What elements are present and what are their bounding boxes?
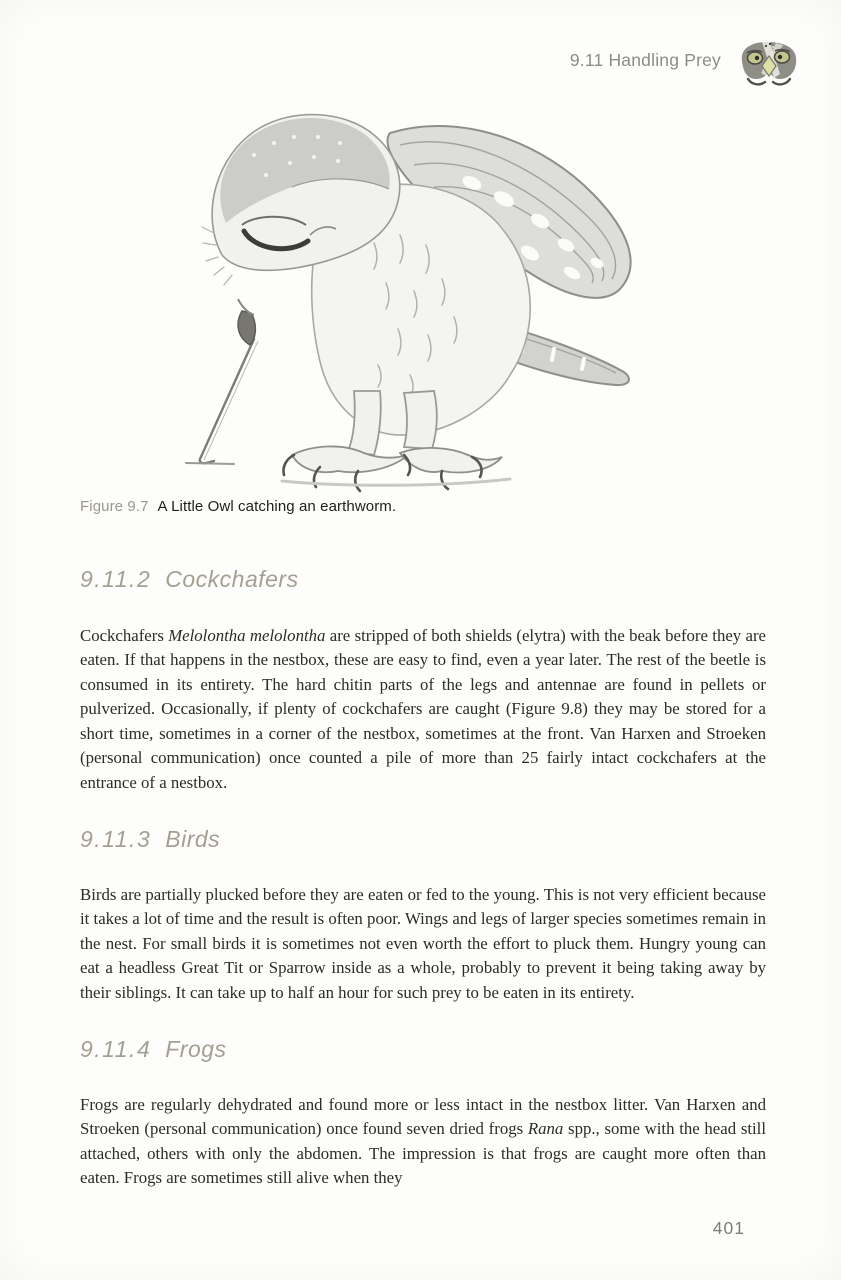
section-number: 9.11.3: [80, 826, 152, 852]
section-title: Frogs: [165, 1036, 227, 1062]
running-header: [570, 38, 802, 88]
figure-label: Figure 9.7: [80, 498, 149, 515]
section-title: Birds: [165, 826, 221, 852]
section-heading-frogs: [80, 1036, 680, 1063]
figure-caption: [80, 498, 700, 515]
text-run: are stripped of both shields (elytra) with the beak before they are eaten. If that happens in the nestbox, these are easy to find, even a year later. The rest of the beetle is consumed in its entirety. The hard chitin parts of the legs and antennae are found in pellets or pulverized. Occasionally, if plenty of cockchafers are caught (Figure 9.8) they may be stored for a short time, sometimes in a corner of the nestbox, sometimes at the front. Van Harxen and Stroeken (personal communication) once counted a pile of more than 25 fairly intact cockchafers at the entrance of a nestbox.: [80, 625, 766, 792]
species-name: Melolontha melolontha: [168, 625, 326, 645]
text-run: Birds are partially plucked before they are eaten or fed to the young. This is not very efficient because it takes a lot of time and the result is often poor. Wings and legs of larger species sometimes remain in the nest. For small birds it is sometimes not even worth the effort to pluck them. Hungry young can eat a headless Great Tit or Sparrow inside as a whole, probably to prevent it being taking away by their siblings. It can take up to half an hour for such prey to be eaten in its entirety.: [80, 884, 766, 1002]
section-number: 9.11.4: [80, 1036, 152, 1062]
page-number: 401: [712, 1218, 745, 1238]
paragraph-cockchafers: [80, 624, 766, 796]
species-name: Rana: [527, 1119, 564, 1139]
figure-caption-text: A Little Owl catching an earthworm.: [157, 498, 397, 515]
section-number: 9.11.2: [80, 566, 152, 592]
text-run: Frogs are regularly dehydrated and found more or less intact in the nestbox litter. Van Harxen and Stroeken (personal communication) once found seven dried frogs: [80, 1094, 766, 1139]
section-heading-cockchafers: [80, 566, 680, 593]
running-header-title: 9.11 Handling Prey: [569, 49, 721, 70]
owl-face-logo-icon: [736, 38, 802, 88]
section-title: Cockchafers: [165, 566, 299, 592]
paragraph-birds: [80, 883, 766, 1006]
paragraph-frogs: [80, 1093, 766, 1191]
text-run: spp., some with the head still attached, others with only the abdomen. The impression is that frogs are caught more often than eaten. Frogs are sometimes still alive when they: [80, 1119, 766, 1188]
section-heading-birds: [80, 826, 680, 853]
owl-earthworm-illustration: [142, 103, 662, 493]
text-run: Cockchafers: [80, 625, 169, 645]
